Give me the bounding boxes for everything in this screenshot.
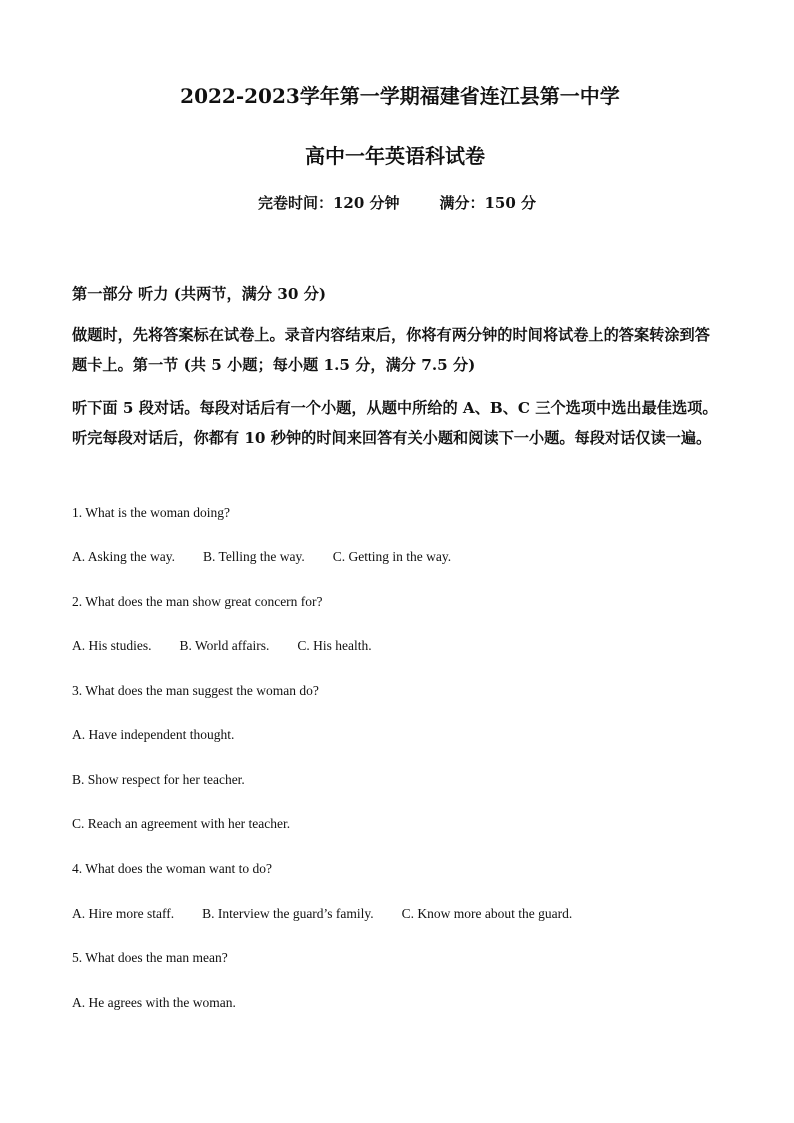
option: A. Have independent thought. [72, 727, 235, 742]
question-options [72, 906, 722, 922]
exam-time: 完卷时间：120 分钟 [257, 194, 400, 212]
option: B. Telling the way. [203, 549, 305, 564]
option: C. Know more about the guard. [401, 906, 573, 921]
question-stem: 1. What is the woman doing? [72, 505, 230, 520]
question-stem: 3. What does the man suggest the woman do? [72, 683, 319, 698]
question-stem: 4. What does the woman want to do? [72, 861, 272, 876]
option: C. Reach an agreement with her teacher. [72, 816, 291, 831]
part1-heading: 第一部分 听力 (共两节，满分 30 分) [72, 285, 327, 303]
question-options [72, 638, 722, 654]
option: A. Hire more staff. [72, 906, 175, 921]
option: C. His health. [297, 638, 372, 653]
section1-instruction: 听下面 5 段对话。每段对话后有一个小题，从题中所给的 A、B、C 三个选项中选出最佳选项。听完每段对话后，你都有 10 秒钟的时间来回答有关小题和阅读下一小题。每段对话仅读一遍。 [72, 399, 718, 447]
option: B. Interview the guard’s family. [202, 906, 374, 921]
part1-instruction: 做题时，先将答案标在试卷上。录音内容结束后，你将有两分钟的时间将试卷上的答案转涂到答题卡上。第一节 (共 5 小题；每小题 1.5 分，满分 7.5 分) [72, 326, 710, 374]
question-stem: 5. What does the man mean? [72, 950, 228, 965]
question-stem: 2. What does the man show great concern for? [72, 594, 323, 609]
paper-title: 高中一年英语科试卷 [305, 144, 485, 168]
option: B. World affairs. [179, 638, 270, 653]
option: C. Getting in the way. [332, 549, 452, 564]
exam-score: 满分：150 分 [439, 194, 537, 212]
option: A. Asking the way. [72, 549, 175, 564]
exam-info [0, 192, 794, 213]
option: A. He agrees with the woman. [72, 995, 236, 1010]
question-options [72, 549, 722, 565]
option: B. Show respect for her teacher. [72, 772, 245, 787]
option: A. His studies. [72, 638, 152, 653]
school-title: 2022-2023学年第一学期福建省连江县第一中学 [180, 84, 620, 108]
